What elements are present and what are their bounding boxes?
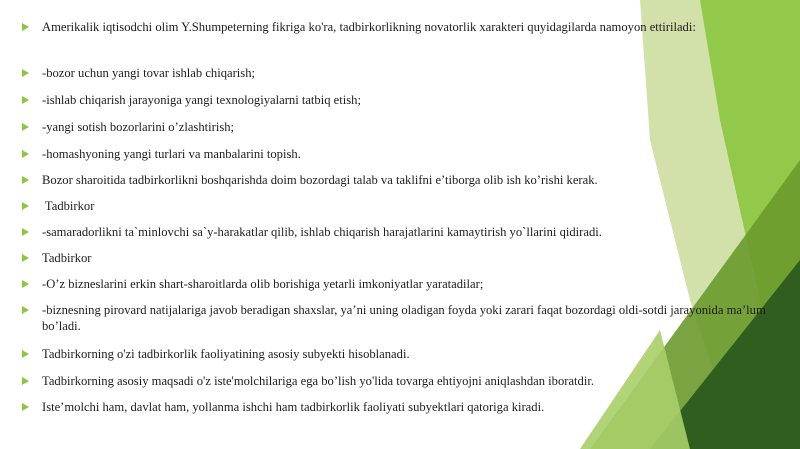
- bullet-item: [22, 92, 800, 108]
- bullet-item: [22, 119, 800, 135]
- bullet-item: [22, 224, 800, 240]
- bullet-item: [22, 250, 800, 266]
- bullet-arrow-icon: [22, 23, 29, 31]
- bullet-arrow-icon: [22, 228, 29, 236]
- bullet-text: -O’z bizneslarini erkin shart-sharoitlarda olib borishiga yetarli imkoniyatlar yaratadilar;: [42, 277, 484, 291]
- bullet-arrow-icon: [22, 150, 29, 158]
- bullet-arrow-icon: [22, 176, 29, 184]
- bullet-text: Amerikalik iqtisodchi olim Y.Shumpeterning fikriga ko'ra, tadbirkorlikning novatorlik xarakteri quyidagilarda namoyon ettiriladi:: [42, 20, 696, 34]
- bullet-item: [22, 276, 800, 292]
- bullet-arrow-icon: [22, 254, 29, 262]
- bullet-arrow-icon: [22, 377, 29, 385]
- bullet-item: [22, 198, 800, 214]
- bullet-item: [22, 146, 800, 162]
- bullet-item: [22, 399, 800, 415]
- bullet-item: [22, 302, 800, 334]
- bullet-arrow-icon: [22, 123, 29, 131]
- bullet-arrow-icon: [22, 306, 29, 314]
- bullet-item: [22, 346, 800, 362]
- bullet-item: [22, 19, 800, 35]
- bullet-arrow-icon: [22, 69, 29, 77]
- bullet-text: Tadbirkorning asosiy maqsadi o'z iste'molchilariga ega bo’lish yo'lida tovarga ehtiyojni aniqlashdan iboratdir.: [42, 374, 594, 388]
- bullet-text: -yangi sotish bozorlarini o’zlashtirish;: [42, 120, 235, 134]
- bullet-item: [22, 172, 800, 188]
- bullet-text: -bozor uchun yangi tovar ishlab chiqarish;: [42, 66, 255, 80]
- bullet-arrow-icon: [22, 202, 29, 210]
- bullet-text: Tadbirkorning o'zi tadbirkorlik faoliyatining asosiy subyekti hisoblanadi.: [42, 347, 410, 361]
- bullet-arrow-icon: [22, 280, 29, 288]
- bullet-text: -biznesning pirovard natijalariga javob beradigan shaxslar, ya’ni uning oladigan foyda yoki zarari faqat bozordagi oldi-sotdi jarayonida ma’lum bo’ladi.: [42, 303, 766, 333]
- bullet-text: -ishlab chiqarish jarayoniga yangi texnologiyalarni tatbiq etish;: [42, 93, 361, 107]
- bullet-text: Tadbirkor: [42, 251, 92, 265]
- bullet-text: Iste’molchi ham, davlat ham, yollanma ishchi ham tadbirkorlik faoliyati subyektlari qatoriga kiradi.: [42, 400, 545, 414]
- bullet-arrow-icon: [22, 350, 29, 358]
- bullet-text: Tadbirkor: [42, 199, 95, 213]
- bullet-arrow-icon: [22, 403, 29, 411]
- bullet-item: [22, 373, 800, 389]
- bullet-item: [22, 65, 800, 81]
- bullet-text: -homashyoning yangi turlari va manbalarini topish.: [42, 147, 301, 161]
- bullet-text: Bozor sharoitida tadbirkorlikni boshqarishda doim bozordagi talab va taklifni e’tiborga olib ish ko’rishi kerak.: [42, 173, 598, 187]
- bullet-text: -samaradorlikni ta`minlovchi sa`y-harakatlar qilib, ishlab chiqarish harajatlarini kamaytirish yo`llarini qidiradi.: [42, 225, 602, 239]
- bullet-arrow-icon: [22, 96, 29, 104]
